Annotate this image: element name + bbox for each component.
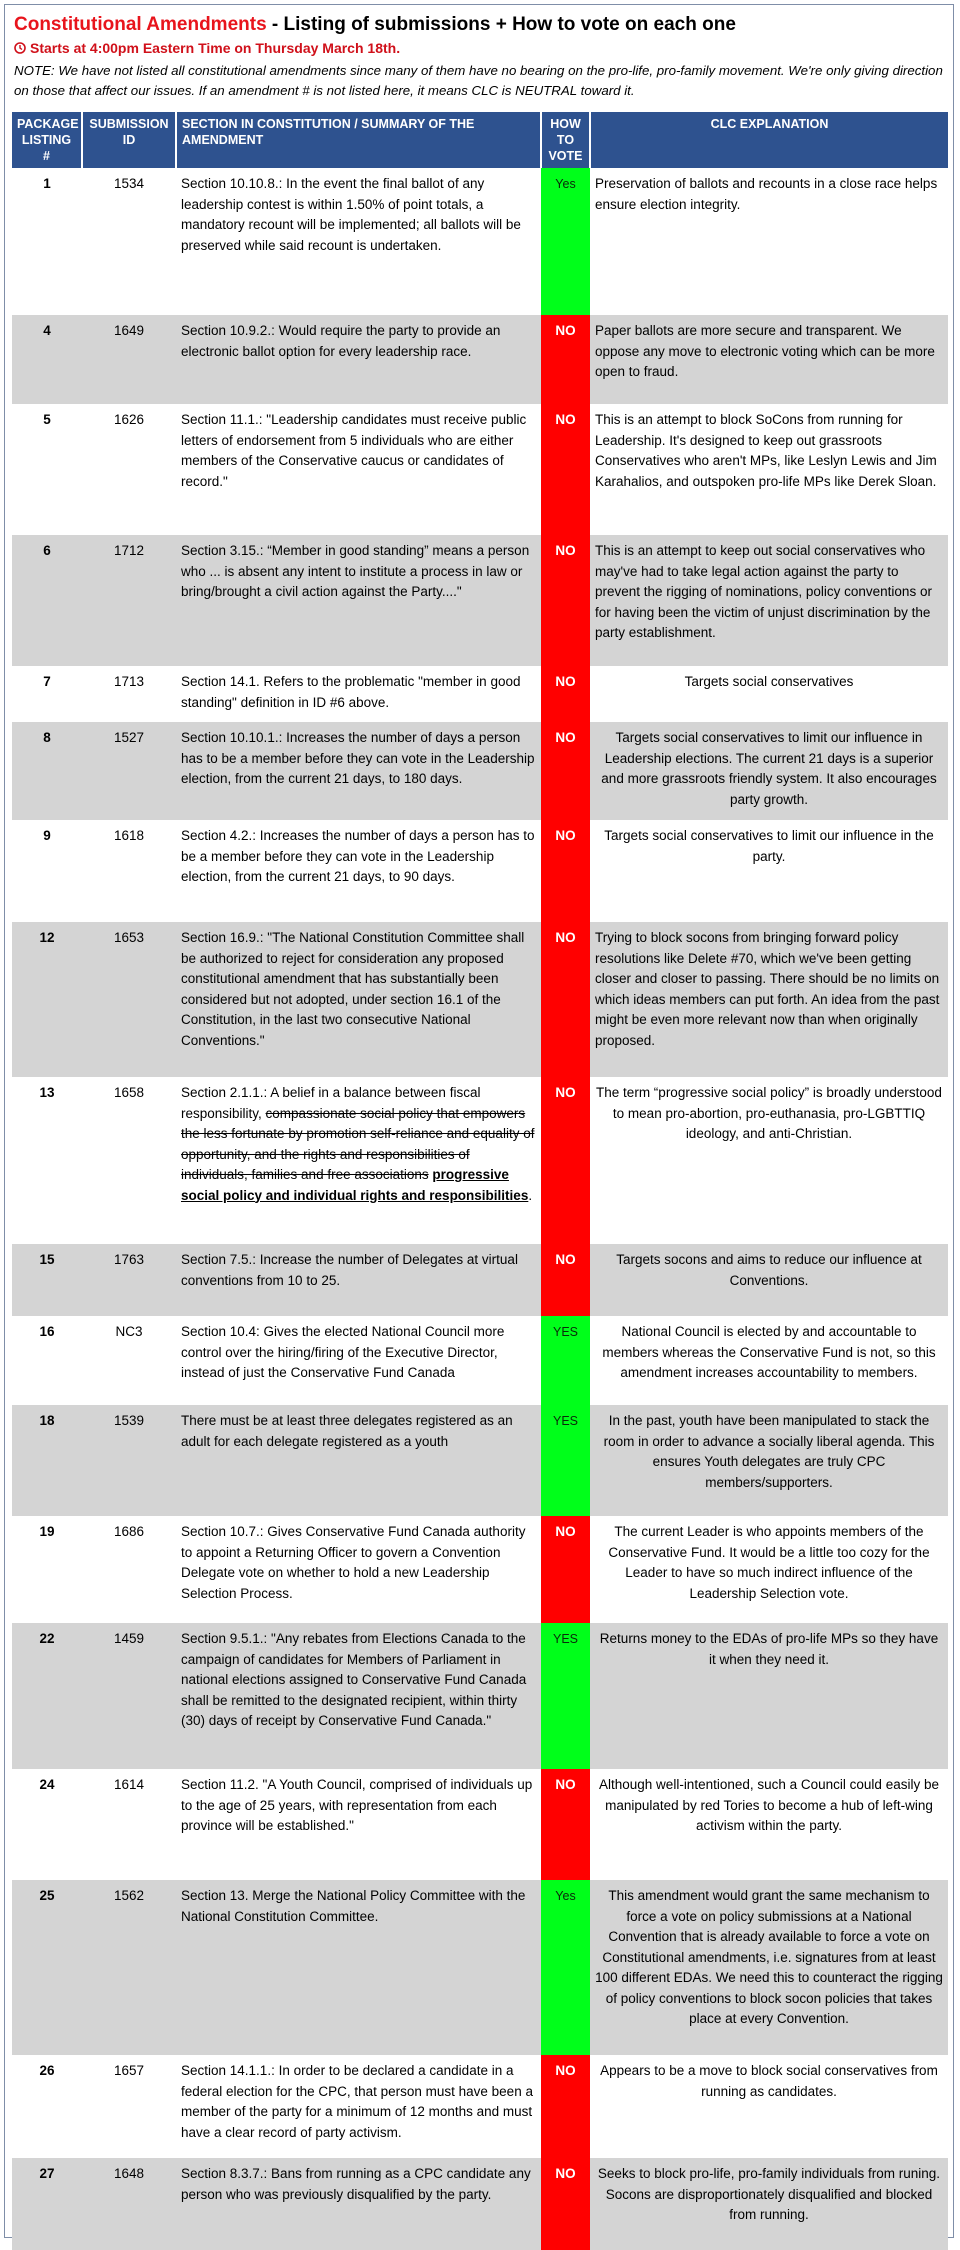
submission-id: 1626 — [82, 404, 176, 535]
table-row — [12, 1880, 948, 2055]
package-number: 9 — [12, 820, 82, 922]
vote-yes: Yes — [541, 168, 590, 315]
start-time — [14, 40, 400, 56]
table-row — [12, 666, 948, 722]
submission-id: 1658 — [82, 1077, 176, 1244]
section-text: Section 2.1.1.: A belief in a balance between fiscal responsibility, — [181, 1085, 481, 1121]
explanation: The current Leader is who appoints members of the Conservative Fund. It would be a little too cozy for the Leader to have so much indirect influence of the Leadership Selection vote. — [590, 1516, 948, 1623]
submission-id: 1539 — [82, 1405, 176, 1516]
vote-no: NO — [541, 2158, 590, 2250]
submission-id: 1527 — [82, 722, 176, 820]
section-summary: Section 8.3.7.: Bans from running as a CPC candidate any person who was previously disqualified by the party. — [176, 2158, 541, 2250]
section-summary: Section 10.9.2.: Would require the party to provide an electronic ballot option for every leadership race. — [176, 315, 541, 404]
vote-yes: Yes — [541, 1880, 590, 2055]
package-number: 19 — [12, 1516, 82, 1623]
header-submission: SUBMISSION ID — [82, 112, 176, 168]
package-number: 4 — [12, 315, 82, 404]
vote-no: NO — [541, 1769, 590, 1880]
vote-no: NO — [541, 1077, 590, 1244]
submission-id: NC3 — [82, 1316, 176, 1405]
vote-no: NO — [541, 922, 590, 1077]
note: NOTE: We have not listed all constitutional amendments since many of them have no bearing on the pro-life, pro-family movement. We're only giving direction on those that affect our issues. If an amendment # is not listed here, it means CLC is NEUTRAL toward it. — [14, 63, 943, 98]
vote-no: NO — [541, 1516, 590, 1623]
explanation: Seeks to block pro-life, pro-family individuals from runing. Socons are disproportionately disqualified and blocked from running. — [590, 2158, 948, 2250]
table-row — [12, 404, 948, 535]
table-row — [12, 2158, 948, 2250]
section-summary — [176, 1077, 541, 1244]
amendments-table — [12, 112, 948, 2250]
explanation: Trying to block socons from bringing forward policy resolutions like Delete #70, which we've been getting closer and closer to passing. There should be no limits on which ideas members can put forth. An idea from the past might be even more relevant now than when originally proposed. — [590, 922, 948, 1077]
submission-id: 1648 — [82, 2158, 176, 2250]
table-row — [12, 820, 948, 922]
section-summary: Section 4.2.: Increases the number of days a person has to be a member before they can vote in the Leadership election, from the current 21 days, to 90 days. — [176, 820, 541, 922]
struck-text: compassionate social policy that empowers the less fortunate by promotion self-reliance and equality of opportunity, and the rights and responsibilities of individuals, families and free associations — [181, 1105, 535, 1182]
header-package: PACKAGE LISTING # — [12, 112, 82, 168]
explanation: Returns money to the EDAs of pro-life MPs so they have it when they need it. — [590, 1623, 948, 1769]
package-number: 13 — [12, 1077, 82, 1244]
vote-no: NO — [541, 1244, 590, 1316]
header-explanation: CLC EXPLANATION — [590, 112, 948, 168]
explanation: Preservation of ballots and recounts in a close race helps ensure election integrity. — [590, 168, 948, 315]
page-title — [14, 14, 736, 36]
package-number: 25 — [12, 1880, 82, 2055]
section-summary: Section 14.1.1.: In order to be declared a candidate in a federal election for the CPC, that person must have been a member of the party for a minimum of 12 months and must have a clear record of party activism. — [176, 2055, 541, 2158]
package-number: 26 — [12, 2055, 82, 2158]
table-row — [12, 1244, 948, 1316]
section-summary: Section 10.7.: Gives Conservative Fund Canada authority to appoint a Returning Officer to govern a Convention Delegate vote on whether to hold a new Leadership Selection Process. — [176, 1516, 541, 1623]
section-summary: Section 7.5.: Increase the number of Delegates at virtual conventions from 10 to 25. — [176, 1244, 541, 1316]
explanation: The term “progressive social policy” is broadly understood to mean pro-abortion, pro-euthanasia, pro-LGBTTIQ ideology, and anti-Christian. — [590, 1077, 948, 1244]
explanation: Paper ballots are more secure and transparent. We oppose any move to electronic voting which can be more open to fraud. — [590, 315, 948, 404]
table-row — [12, 1405, 948, 1516]
clock-icon — [14, 42, 26, 54]
vote-yes: YES — [541, 1316, 590, 1405]
explanation: This amendment would grant the same mechanism to force a vote on policy submissions at a National Convention that is already available to force a vote on Constitutional amendments, i.e. signatures from at least 100 different EDAs. We need this to counteract the rigging of policy conventions to block socon policies that takes place at every Convention. — [590, 1880, 948, 2055]
table-row — [12, 1769, 948, 1880]
vote-no: NO — [541, 404, 590, 535]
package-number: 7 — [12, 666, 82, 722]
submission-id: 1763 — [82, 1244, 176, 1316]
table-row — [12, 722, 948, 820]
section-summary: Section 9.5.1.: "Any rebates from Elections Canada to the campaign of candidates for Members of Parliament in national elections assigned to Conservative Fund Canada shall be remitted to the designated recipient, within thirty (30) days of receipt by Conservative Fund Canada." — [176, 1623, 541, 1769]
submission-id: 1618 — [82, 820, 176, 922]
submission-id: 1649 — [82, 315, 176, 404]
submission-id: 1614 — [82, 1769, 176, 1880]
explanation: Although well-intentioned, such a Council could easily be manipulated by red Tories to become a hub of left-wing activism within the party. — [590, 1769, 948, 1880]
explanation: Targets social conservatives to limit our influence in the party. — [590, 820, 948, 922]
package-number: 18 — [12, 1405, 82, 1516]
section-summary: Section 11.1.: "Leadership candidates must receive public letters of endorsement from 5 individuals who are either members of the Conservative caucus or candidates of record." — [176, 404, 541, 535]
explanation: Targets social conservatives — [590, 666, 948, 722]
explanation: Targets social conservatives to limit our influence in Leadership elections. The current 21 days is a superior and more grassroots friendly system. It also encourages party growth. — [590, 722, 948, 820]
table-row — [12, 1077, 948, 1244]
table-row — [12, 1316, 948, 1405]
submission-id: 1713 — [82, 666, 176, 722]
explanation: National Council is elected by and accountable to members whereas the Conservative Fund is not, so this amendment increases accountability to members. — [590, 1316, 948, 1405]
vote-no: NO — [541, 315, 590, 404]
section-summary: Section 10.10.8.: In the event the final ballot of any leadership contest is within 1.50% of point totals, a mandatory recount will be implemented; all ballots will be preserved while said recount is undertaken. — [176, 168, 541, 315]
section-summary: Section 16.9.: "The National Constitution Committee shall be authorized to reject for consideration any proposed constitutional amendment that has substantially been considered but not adopted, under section 16.1 of the Constitution, in the last two consecutive National Conventions." — [176, 922, 541, 1077]
package-number: 6 — [12, 535, 82, 666]
package-number: 15 — [12, 1244, 82, 1316]
inserted-text: progressive social policy and individual rights and responsibilities — [181, 1167, 529, 1203]
vote-no: NO — [541, 2055, 590, 2158]
package-number: 24 — [12, 1769, 82, 1880]
submission-id: 1712 — [82, 535, 176, 666]
table-row — [12, 2055, 948, 2158]
submission-id: 1686 — [82, 1516, 176, 1623]
explanation: This is an attempt to block SoCons from running for Leadership. It's designed to keep out grassroots Conservatives who aren't MPs, like Leslyn Lewis and Jim Karahalios, and outspoken pro-life MPs like Derek Sloan. — [590, 404, 948, 535]
table-row — [12, 535, 948, 666]
package-number: 27 — [12, 2158, 82, 2250]
section-summary: Section 13. Merge the National Policy Committee with the National Constitution Committee. — [176, 1880, 541, 2055]
submission-id: 1459 — [82, 1623, 176, 1769]
section-summary: Section 11.2. "A Youth Council, comprised of individuals up to the age of 25 years, with representation from each province will be established." — [176, 1769, 541, 1880]
package-number: 5 — [12, 404, 82, 535]
section-summary: There must be at least three delegates registered as an adult for each delegate registered as a youth — [176, 1405, 541, 1516]
vote-no: NO — [541, 535, 590, 666]
table-row — [12, 315, 948, 404]
section-summary: Section 10.10.1.: Increases the number of days a person has to be a member before they can vote in the Leadership election, from the current 21 days, to 180 days. — [176, 722, 541, 820]
submission-id: 1562 — [82, 1880, 176, 2055]
vote-yes: YES — [541, 1623, 590, 1769]
table-header-row — [12, 112, 948, 168]
start-time-text: Starts at 4:00pm Eastern Time on Thursday March 18th. — [30, 40, 401, 56]
package-number: 16 — [12, 1316, 82, 1405]
package-number: 8 — [12, 722, 82, 820]
submission-id: 1534 — [82, 168, 176, 315]
table-row — [12, 1516, 948, 1623]
table-row — [12, 168, 948, 315]
vote-no: NO — [541, 666, 590, 722]
explanation: Appears to be a move to block social conservatives from running as candidates. — [590, 2055, 948, 2158]
section-summary: Section 10.4: Gives the elected National Council more control over the hiring/firing of the Executive Director, instead of just the Conservative Fund Canada — [176, 1316, 541, 1405]
package-number: 12 — [12, 922, 82, 1077]
table-row — [12, 922, 948, 1077]
vote-no: NO — [541, 820, 590, 922]
title-rest: - Listing of submissions + How to vote on each one — [266, 14, 736, 35]
table-row — [12, 1623, 948, 1769]
submission-id: 1653 — [82, 922, 176, 1077]
package-number: 1 — [12, 168, 82, 315]
section-summary: Section 14.1. Refers to the problematic "member in good standing" definition in ID #6 above. — [176, 666, 541, 722]
section-end: . — [528, 1187, 533, 1203]
section-summary: Section 3.15.: “Member in good standing” means a person who ... is absent any intent to institute a process in law or bring/brought a civil action against the Party...." — [176, 535, 541, 666]
vote-no: NO — [541, 722, 590, 820]
explanation: This is an attempt to keep out social conservatives who may've had to take legal action against the party to prevent the rigging of nominations, policy conventions or for having been the victim of unjust discrimination by the party establishment. — [590, 535, 948, 666]
title-red: Constitutional Amendments — [14, 14, 267, 35]
submission-id: 1657 — [82, 2055, 176, 2158]
header-section: SECTION IN CONSTITUTION / SUMMARY OF THE AMENDMENT — [176, 112, 541, 168]
vote-yes: YES — [541, 1405, 590, 1516]
package-number: 22 — [12, 1623, 82, 1769]
header-vote: HOW TO VOTE — [541, 112, 590, 168]
explanation: Targets socons and aims to reduce our influence at Conventions. — [590, 1244, 948, 1316]
explanation: In the past, youth have been manipulated to stack the room in order to advance a socially liberal agenda. This ensures Youth delegates are truly CPC members/supporters. — [590, 1405, 948, 1516]
